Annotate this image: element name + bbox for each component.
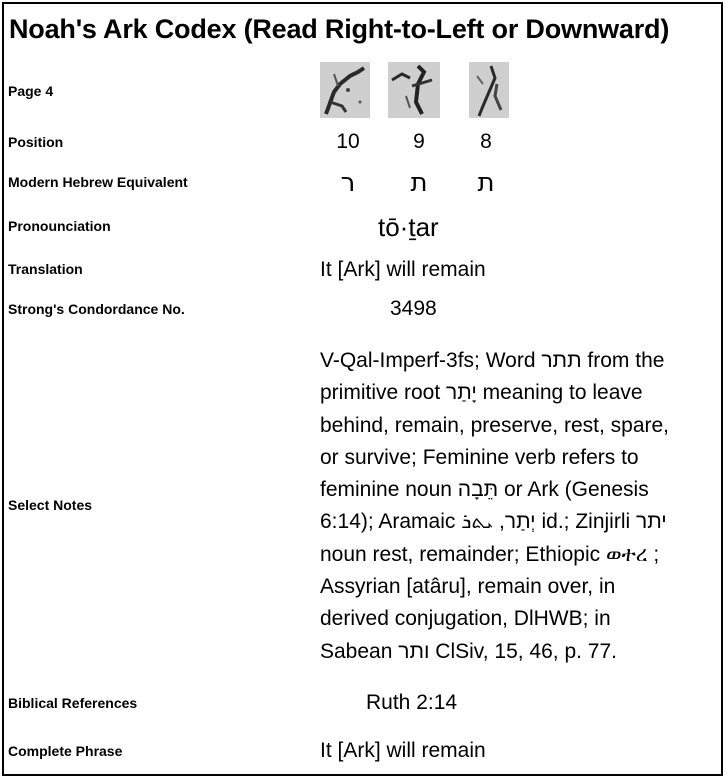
notes-line: Assyrian [atâru], remain over, in (320, 575, 616, 599)
label-references: Biblical References (8, 695, 138, 711)
ancient-glyph-8-icon (469, 62, 509, 118)
notes-line: 6:14); Aramaic יְתַר, ܝܬܪ id.; Zinjirli יתר (320, 510, 667, 534)
pronunciation-value: tō·ṯar (378, 212, 439, 242)
hebrew-letter: ר (340, 168, 356, 198)
select-notes (320, 345, 710, 668)
translation-value: It [Ark] will remain (320, 258, 486, 281)
label-pronunciation: Pronounciation (8, 218, 111, 234)
complete-phrase-value: It [Ark] will remain (320, 739, 486, 762)
notes-line: or survive; Feminine verb refers to (320, 445, 639, 469)
label-phrase: Complete Phrase (8, 743, 123, 759)
hebrew-letter: ת (410, 168, 428, 198)
notes-line: behind, remain, preserve, rest, spare, (320, 413, 670, 437)
references-value: Ruth 2:14 (366, 691, 458, 714)
hebrew-letter: ת (477, 168, 495, 198)
ancient-glyph-10-icon (320, 62, 370, 118)
position-value: 10 (336, 130, 360, 153)
notes-line: primitive root יָתַר meaning to leave (320, 381, 643, 405)
label-translation: Translation (8, 261, 83, 277)
notes-line: V-Qal-Imperf-3fs; Word תתר from the (320, 349, 665, 372)
label-strongs: Strong's Condordance No. (8, 301, 185, 317)
label-notes: Select Notes (8, 497, 93, 513)
label-page: Page 4 (8, 83, 54, 99)
notes-line: feminine noun תֵּבָה or Ark (Genesis (320, 478, 649, 502)
label-position: Position (8, 134, 64, 150)
notes-line: derived conjugation, DlHWB; in (320, 607, 611, 631)
position-value: 8 (480, 130, 492, 153)
ancient-glyph-9-icon (388, 62, 440, 118)
label-modern-hebrew: Modern Hebrew Equivalent (8, 174, 188, 190)
page-title: Noah's Ark Codex (Read Right-to-Left or Downward) (9, 14, 670, 44)
strongs-number: 3498 (390, 297, 437, 320)
position-value: 9 (413, 130, 425, 153)
notes-line: noun rest, remainder; Ethiopic ወተረ ; (320, 542, 660, 566)
notes-line: Sabean ותר ClSiv, 15, 46, p. 77. (320, 639, 617, 663)
